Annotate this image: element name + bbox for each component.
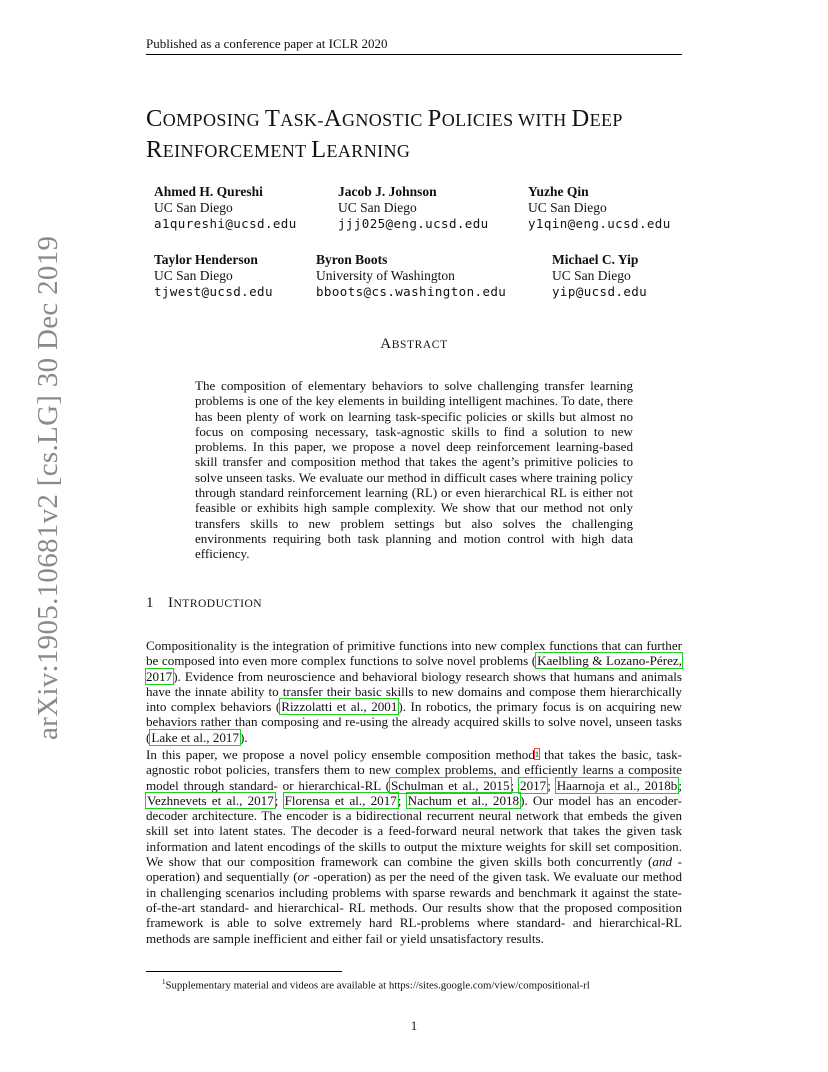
page-number: 1	[410, 1018, 418, 1033]
header-rule	[146, 54, 682, 55]
abstract-heading: ABSTRACT	[380, 336, 448, 352]
running-header: Published as a conference paper at ICLR 2020	[146, 36, 388, 51]
author-block	[154, 184, 297, 232]
citation-link[interactable]: Vezhnevets et al., 2017	[147, 792, 274, 808]
citation-link[interactable]: Nachum et al., 2018	[407, 792, 520, 808]
author-email[interactable]: bboots@cs.washington.edu	[316, 284, 507, 299]
citation-link[interactable]: Rizzolatti et al., 2001	[281, 699, 398, 715]
author-block	[528, 184, 671, 232]
citation-link[interactable]: Schulman et al., 2015	[391, 777, 510, 793]
author-email[interactable]: jjj025@eng.ucsd.edu	[338, 216, 489, 231]
section-heading: 1 INTRODUCTION	[146, 595, 263, 611]
author-email[interactable]: a1qureshi@ucsd.edu	[154, 216, 297, 231]
arxiv-stamp: arXiv:1905.10681v2 [cs.LG] 30 Dec 2019	[32, 235, 64, 740]
abstract-text: The composition of elementary behaviors to solve challenging transfer learning problems is one of the key elements in building intelligent machines. To date, there has been plenty of work on learning task-specific policies or skills but almost no focus on composing necessary, task-agnostic skills to find a solution to new problems. In this paper, we propose a novel deep reinforcement learning-based skill transfer and composition method that takes the agent’s primitive policies to solve unseen tasks. We evaluate our method in difficult cases where training policy through standard reinforcement learning (RL) or even hierarchical RL is either not feasible or exhibits high sample complexity. We show that our method not only transfers skills to new problem settings but also solves the challenging environments requiring both task planning and motion control with high data efficiency.	[195, 378, 633, 562]
citation-link[interactable]: 2017	[520, 777, 547, 793]
intro-paragraph-2: In this paper, we propose a novel policy ensemble composition method$^1$ that takes the basic, task-agnostic robot policies, transfers them to new complex problems, and efficiently learns a composite model through standard- or hierarchical-RL (Schulman et al., 2015; 2017; Haarnoja et al., 2018b; Vezhnevets et al., 2017; Florensa et al., 2017; Nachum et al., 2018). Our model has an encoder-decoder architecture. The encoder is a bidirectional recurrent neural network that embeds the given skill set into latent states. The decoder is a feed-forward neural network that takes the given task information and latent encodings of the skills to output the mixture weights for skill set composition. We show that our composition framework can combine the given skills both concurrently (and -operation) and sequentially (or -operation) as per the need of the given task. We evaluate our method in challenging scenarios including problems with sparse rewards and benchmark it against the state-of-the-art standard- and hierarchical- RL methods. Our results show that the proposed composition framework is able to solve extremely hard RL-problems where standard- and hierarchical-RL methods are sample inefficient and either fail or yield unsatisfactory results.	[146, 747, 683, 946]
citation-link[interactable]: Kaelbling & Lozano-Pérez, 2017	[146, 653, 682, 684]
author-block	[154, 252, 273, 300]
author-affiliation: University of Washington	[316, 268, 455, 283]
author-block	[316, 252, 506, 300]
paper-title: COMPOSING TASK-AGNOSTIC POLICIES WITH DEEP REINFORCEMENT LEARNING	[146, 105, 623, 163]
citation-link[interactable]: Florensa et al., 2017	[284, 792, 397, 808]
author-affiliation: UC San Diego	[154, 268, 233, 283]
author-name: Byron Boots	[316, 252, 388, 267]
author-name: Ahmed H. Qureshi	[154, 184, 263, 199]
author-block	[552, 252, 647, 300]
author-block	[338, 184, 489, 232]
citation-link[interactable]: Lake et al., 2017	[151, 729, 239, 745]
author-affiliation: UC San Diego	[338, 200, 417, 215]
author-affiliation: UC San Diego	[528, 200, 607, 215]
citation-link[interactable]: Haarnoja et al., 2018b	[556, 777, 678, 793]
author-email[interactable]: y1qin@eng.ucsd.edu	[528, 216, 671, 231]
author-affiliation: UC San Diego	[552, 268, 631, 283]
author-name: Michael C. Yip	[552, 252, 639, 267]
footnote: $^1$Supplementary material and videos are available at https://sites.google.com/view/compositional-rl	[162, 978, 590, 992]
author-name: Jacob J. Johnson	[338, 184, 437, 199]
footnote-rule	[146, 971, 342, 972]
author-email[interactable]: yip@ucsd.edu	[552, 284, 648, 299]
author-email[interactable]: tjwest@ucsd.edu	[154, 284, 273, 299]
author-name: Taylor Henderson	[154, 252, 258, 267]
footnote-link[interactable]: 1	[534, 749, 540, 759]
intro-paragraph-1: Compositionality is the integration of primitive functions into new complex functions that can further be composed into even more complex functions to solve novel problems (Kaelbling & Lozano-Pérez, 2017). Evidence from neuroscience and behavioral biology research shows that humans and animals have the innate ability to transfer their basic skills to new domains and compose them hierarchically into complex behaviors (Rizzolatti et al., 2001). In robotics, the primary focus is on acquiring new behaviors rather than composing and re-using the already acquired skills to solve novel, unseen tasks (Lake et al., 2017).	[146, 638, 683, 745]
author-name: Yuzhe Qin	[528, 184, 589, 199]
section-number: 1	[146, 595, 154, 611]
author-affiliation: UC San Diego	[154, 200, 233, 215]
